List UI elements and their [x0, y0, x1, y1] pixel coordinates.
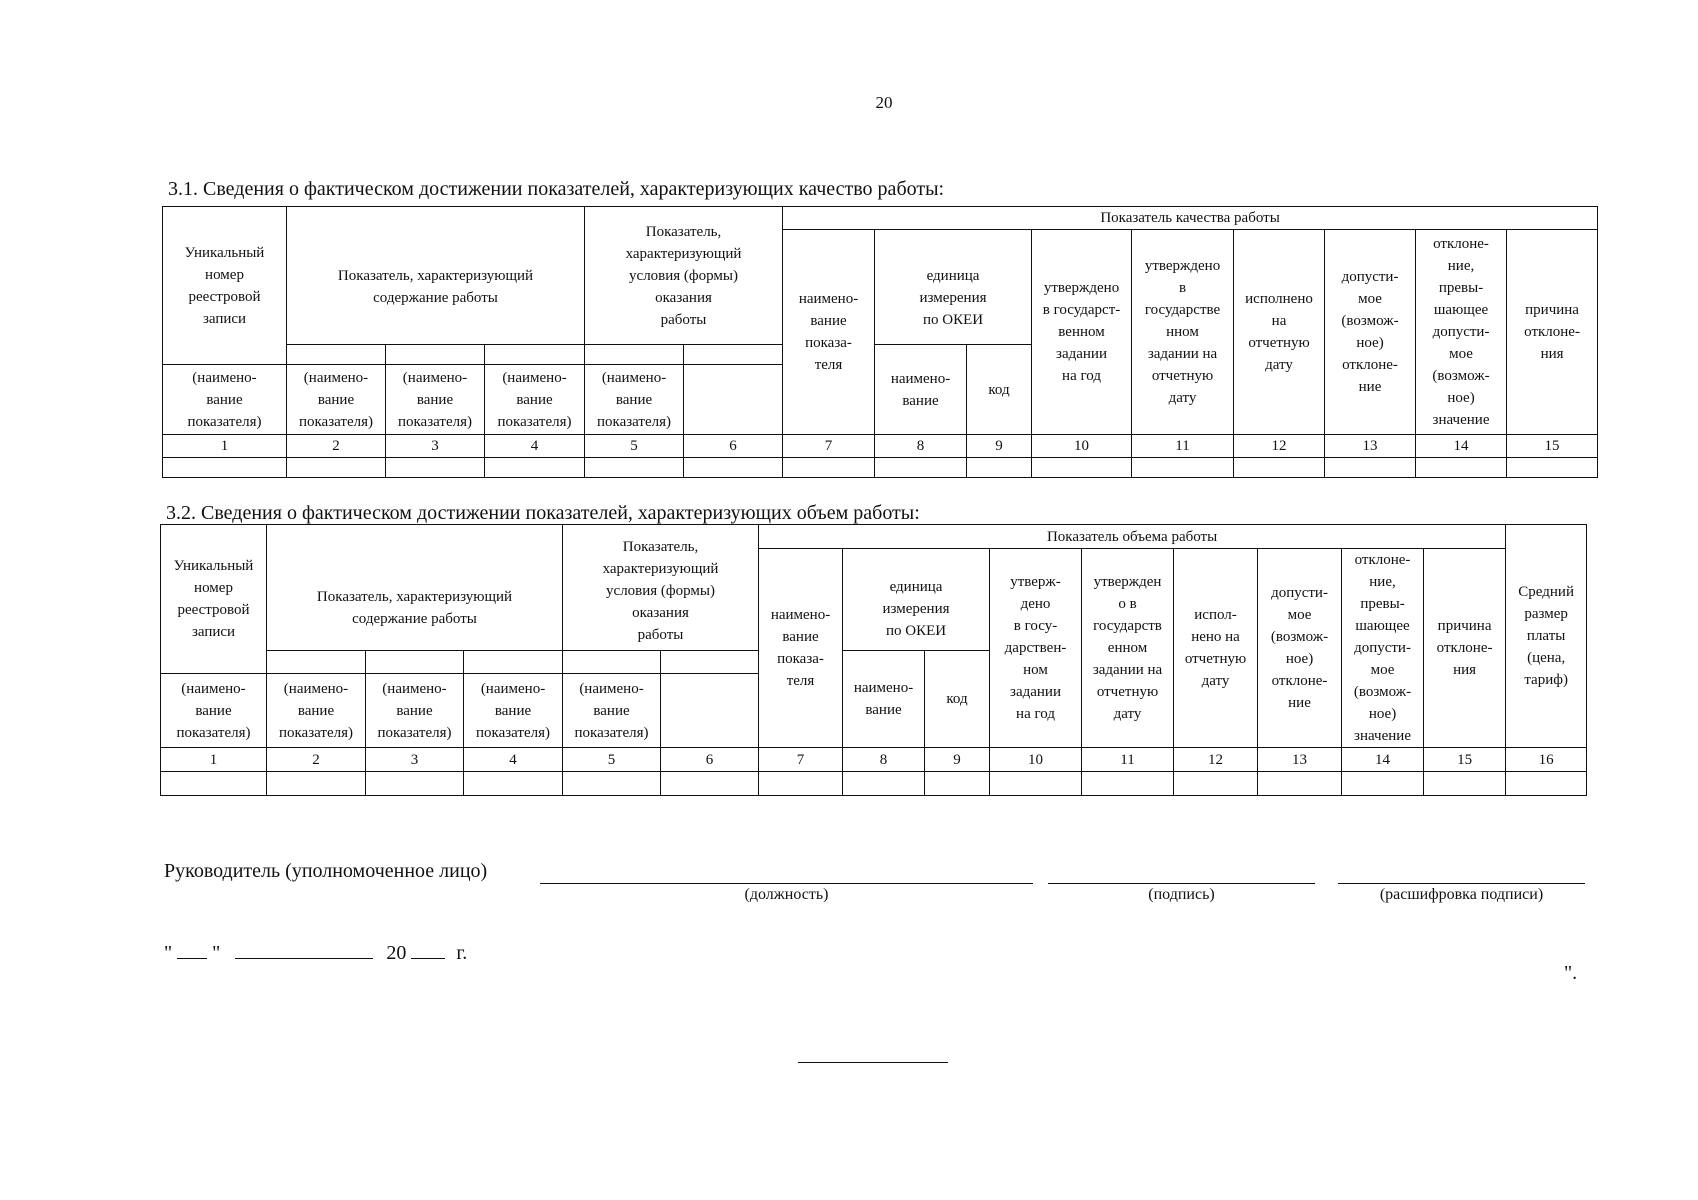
- header-indicator-name: наимено- вание показа- теля: [759, 549, 843, 748]
- blank-cell: [464, 651, 563, 674]
- header-unique-number: Уникальный номер реестровой записи: [161, 525, 267, 674]
- header-okei-unit: единица измерения по ОКЕИ: [875, 230, 1032, 345]
- header-executed: испол- нено на отчетную дату: [1174, 549, 1258, 748]
- footer-rule: [798, 1062, 948, 1063]
- header-exceeding-deviation: отклоне- ние, превы- шающее допусти- мое (возмож- ное) значение: [1416, 230, 1507, 435]
- data-cell[interactable]: [1507, 458, 1598, 478]
- header-volume-group: Показатель объема работы: [759, 525, 1506, 549]
- header-conditions-indicator: Показатель, характеризующий условия (формы) оказания работы: [563, 525, 759, 651]
- header-allowed-deviation: допусти- мое (возмож- ное) отклоне- ние: [1325, 230, 1416, 435]
- blank-cell: [366, 651, 464, 674]
- data-cell[interactable]: [1325, 458, 1416, 478]
- data-cell[interactable]: [366, 772, 464, 796]
- section-1-title: 3.1. Сведения о фактическом достижении показателей, характеризующих качество работы:: [168, 178, 945, 200]
- data-cell[interactable]: [585, 458, 684, 478]
- header-approved-year: утверж- дено в госу- дарствен- ном задании на год: [990, 549, 1082, 748]
- column-number: 10: [990, 748, 1082, 772]
- data-cell[interactable]: [267, 772, 366, 796]
- column-number: 11: [1082, 748, 1174, 772]
- column-number: 13: [1325, 435, 1416, 458]
- header-average-fee: Средний размер платы (цена, тариф): [1506, 525, 1587, 748]
- header-okei-unit: единица измерения по ОКЕИ: [843, 549, 990, 651]
- header-indicator-name: наимено- вание показа- теля: [783, 230, 875, 435]
- day-blank[interactable]: [177, 938, 207, 959]
- decoding-caption: (расшифровка подписи): [1379, 886, 1544, 903]
- signature-line[interactable]: [1048, 883, 1315, 884]
- section-2-title: 3.2. Сведения о фактическом достижении показателей, характеризующих объем работы:: [166, 502, 920, 524]
- header-sub-indicator-name: (наимено- вание показателя): [161, 674, 267, 748]
- header-approved-date: утвержден о в государств енном задании на отчетную дату: [1082, 549, 1174, 748]
- close-quote: ": [212, 942, 221, 964]
- data-cell[interactable]: [925, 772, 990, 796]
- signature-caption: (подпись): [1148, 886, 1215, 903]
- column-number: 12: [1234, 435, 1325, 458]
- header-unit-code: код: [967, 345, 1032, 435]
- header-sub-indicator-name: (наимено- вание показателя): [585, 365, 684, 435]
- blank-cell: [585, 345, 684, 365]
- data-cell[interactable]: [1132, 458, 1234, 478]
- header-quality-group: Показатель качества работы: [783, 207, 1598, 230]
- column-number: 9: [925, 748, 990, 772]
- column-number: 8: [875, 435, 967, 458]
- page-number: 20: [875, 93, 893, 112]
- blank-cell: [485, 345, 585, 365]
- header-unit-code: код: [925, 651, 990, 748]
- column-number: 8: [843, 748, 925, 772]
- column-number: 11: [1132, 435, 1234, 458]
- data-cell[interactable]: [1234, 458, 1325, 478]
- data-cell[interactable]: [386, 458, 485, 478]
- date-line: [164, 938, 467, 965]
- header-sub-indicator-name: (наимено- вание показателя): [287, 365, 386, 435]
- header-sub-indicator-name: (наимено- вание показателя): [267, 674, 366, 748]
- column-number: 7: [783, 435, 875, 458]
- header-unit-name: наимено- вание: [843, 651, 925, 748]
- data-cell[interactable]: [967, 458, 1032, 478]
- header-sub-indicator-name: (наимено- вание показателя): [386, 365, 485, 435]
- blank-cell: [684, 345, 783, 365]
- data-cell[interactable]: [783, 458, 875, 478]
- column-number: 4: [485, 435, 585, 458]
- column-number: 5: [563, 748, 661, 772]
- header-executed: исполнено на отчетную дату: [1234, 230, 1325, 435]
- data-cell[interactable]: [464, 772, 563, 796]
- data-cell[interactable]: [684, 458, 783, 478]
- data-cell[interactable]: [1032, 458, 1132, 478]
- month-blank[interactable]: [235, 938, 373, 959]
- header-sub-indicator-name: (наимено- вание показателя): [366, 674, 464, 748]
- position-line[interactable]: [540, 883, 1033, 884]
- column-number: 3: [366, 748, 464, 772]
- column-number: 14: [1416, 435, 1507, 458]
- data-cell[interactable]: [1416, 458, 1507, 478]
- column-number: 10: [1032, 435, 1132, 458]
- data-cell[interactable]: [1174, 772, 1258, 796]
- data-cell[interactable]: [1082, 772, 1174, 796]
- header-approved-date: утверждено в государстве нном задании на отчетную дату: [1132, 230, 1234, 435]
- column-number: 1: [161, 748, 267, 772]
- header-unit-name: наимено- вание: [875, 345, 967, 435]
- data-cell[interactable]: [990, 772, 1082, 796]
- header-sub-indicator-name: (наимено- вание показателя): [563, 674, 661, 748]
- column-number: 5: [585, 435, 684, 458]
- header-unique-number: Уникальный номер реестровой записи: [163, 207, 287, 365]
- data-cell[interactable]: [661, 772, 759, 796]
- signatory-label: Руководитель (уполномоченное лицо): [164, 860, 488, 882]
- header-content-indicator: Показатель, характеризующий содержание работы: [267, 525, 563, 651]
- blank-cell: [563, 651, 661, 674]
- header-sub-indicator-name: (наимено- вание показателя): [163, 365, 287, 435]
- year-suffix: г.: [456, 942, 468, 964]
- closing-mark: ".: [1564, 962, 1578, 984]
- position-caption: (должность): [744, 886, 829, 903]
- column-number: 13: [1258, 748, 1342, 772]
- header-deviation-reason: причина отклоне- ния: [1507, 230, 1598, 435]
- quality-indicators-table: [162, 206, 1598, 478]
- column-number: 2: [287, 435, 386, 458]
- data-cell[interactable]: [161, 772, 267, 796]
- blank-cell: [386, 345, 485, 365]
- column-number: 6: [684, 435, 783, 458]
- data-cell[interactable]: [875, 458, 967, 478]
- data-cell[interactable]: [563, 772, 661, 796]
- header-exceeding-deviation: отклоне- ние, превы- шающее допусти- мое (возмож- ное) значение: [1342, 549, 1424, 748]
- open-quote: ": [164, 942, 173, 964]
- column-number: 14: [1342, 748, 1424, 772]
- header-allowed-deviation: допусти- мое (возмож- ное) отклоне- ние: [1258, 549, 1342, 748]
- data-cell[interactable]: [1258, 772, 1342, 796]
- table-row: [163, 458, 1598, 478]
- header-sub-indicator-name: (наимено- вание показателя): [485, 365, 585, 435]
- column-number: 4: [464, 748, 563, 772]
- column-number: 9: [967, 435, 1032, 458]
- column-number: 15: [1424, 748, 1506, 772]
- volume-indicators-table: [160, 524, 1587, 796]
- header-content-indicator: Показатель, характеризующий содержание работы: [287, 207, 585, 345]
- column-number: 3: [386, 435, 485, 458]
- data-cell[interactable]: [1506, 772, 1587, 796]
- year-blank[interactable]: [411, 938, 445, 959]
- header-deviation-reason: причина отклоне- ния: [1424, 549, 1506, 748]
- header-sub-indicator-name: (наимено- вание показателя): [464, 674, 563, 748]
- blank-cell: [267, 651, 366, 674]
- table-row: [161, 772, 1587, 796]
- blank-cell: [287, 345, 386, 365]
- data-cell[interactable]: [759, 772, 843, 796]
- column-number: 6: [661, 748, 759, 772]
- column-number: 7: [759, 748, 843, 772]
- column-number: 2: [267, 748, 366, 772]
- data-cell[interactable]: [163, 458, 287, 478]
- data-cell[interactable]: [1424, 772, 1506, 796]
- decoding-line[interactable]: [1338, 883, 1585, 884]
- column-number: 1: [163, 435, 287, 458]
- data-cell[interactable]: [1342, 772, 1424, 796]
- column-number: 15: [1507, 435, 1598, 458]
- year-prefix: 20: [386, 942, 407, 964]
- header-conditions-indicator: Показатель, характеризующий условия (формы) оказания работы: [585, 207, 783, 345]
- column-number: 12: [1174, 748, 1258, 772]
- data-cell[interactable]: [485, 458, 585, 478]
- column-number: 16: [1506, 748, 1587, 772]
- blank-cell: [661, 651, 759, 674]
- data-cell[interactable]: [287, 458, 386, 478]
- header-approved-year: утверждено в государст- венном задании на год: [1032, 230, 1132, 435]
- data-cell[interactable]: [843, 772, 925, 796]
